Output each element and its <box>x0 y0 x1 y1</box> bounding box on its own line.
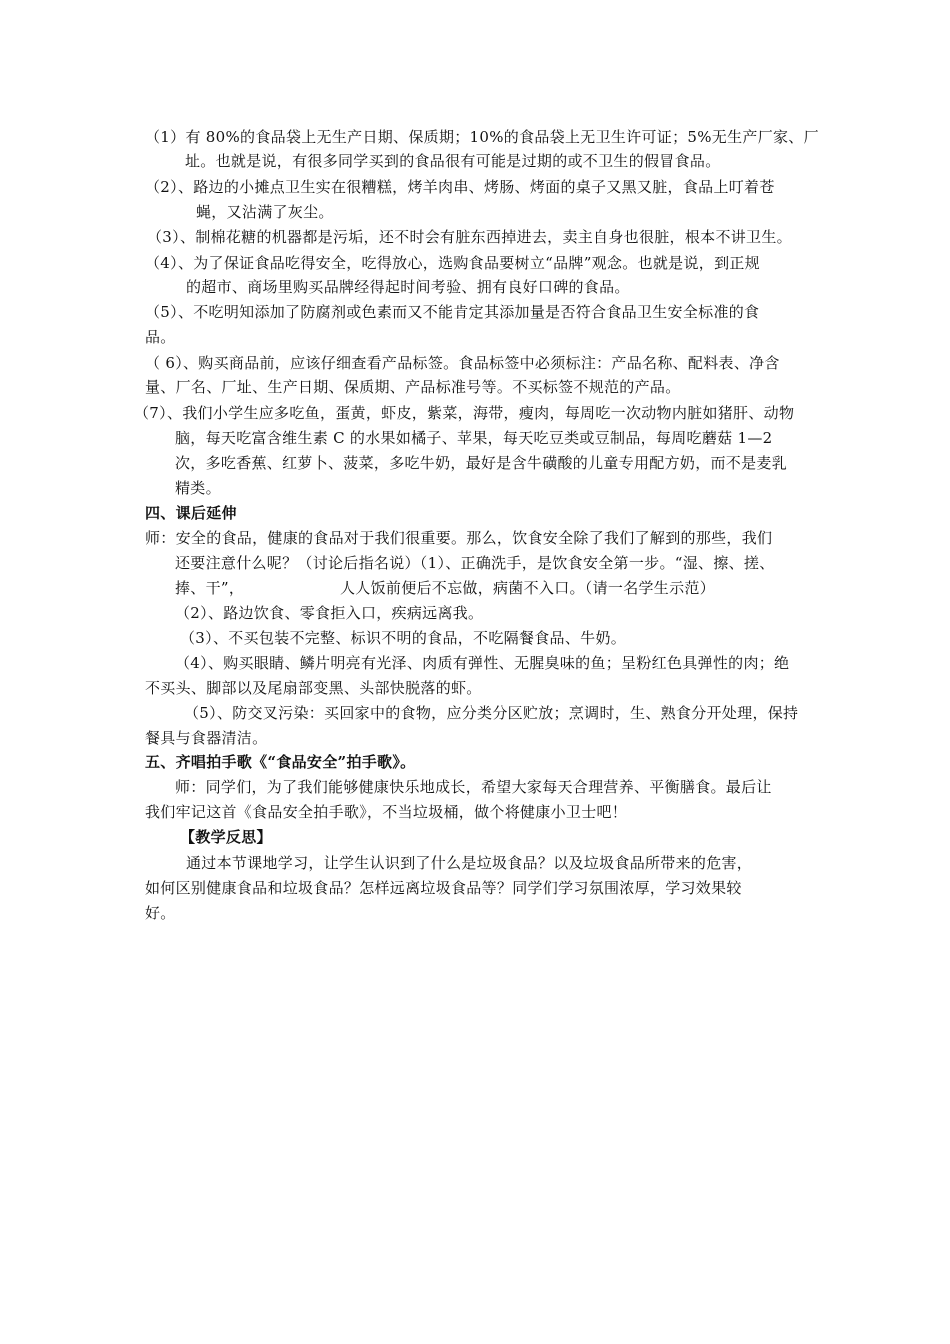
item-5-line-2: 品。 <box>145 328 176 346</box>
section-4-heading: 四、课后延伸 <box>145 504 237 522</box>
item-3-line-1: （3）、制棉花糖的机器都是污垢，还不时会有脏东西掉进去，卖主自身也很脏，根本不讲卫生。 <box>147 228 792 246</box>
section-5-line-2: 我们牢记这首《食品安全拍手歌》，不当垃圾桶，做个将健康小卫士吧！ <box>145 803 628 821</box>
section-4-para-1-line-3b: 人人饭前便后不忘做，病菌不入口。（请一名学生示范） <box>340 579 716 597</box>
item-1-line-2: 址。也就是说，有很多同学买到的食品很有可能是过期的或不卫生的假冒食品。 <box>185 152 721 170</box>
section-4-para-2: （2）、路边饮食、零食拒入口，疾病远离我。 <box>175 604 484 622</box>
item-7-line-1: （7）、我们小学生应多吃鱼，蛋黄，虾皮，紫菜，海带，瘦肉，每周吃一次动物内脏如猪肝、动物 <box>134 404 795 422</box>
section-4-para-5-line-2: 餐具与食器清洁。 <box>145 729 268 747</box>
section-4-para-1-line-2: 还要注意什么呢？（讨论后指名说）（1）、正确洗手，是饮食安全第一步。“湿、擦、搓、 <box>175 554 775 572</box>
item-4-line-2: 的超市、商场里购买品牌经得起时间考验、拥有良好口碑的食品。 <box>186 278 630 296</box>
reflection-line-2: 如何区别健康食品和垃圾食品？怎样远离垃圾食品等？同学们学习氛围浓厚，学习效果较 <box>145 879 742 897</box>
item-6-line-2: 量、厂名、厂址、生产日期、保质期、产品标准号等。不买标签不规范的产品。 <box>145 378 681 396</box>
item-2-line-1: （2）、路边的小摊点卫生实在很糟糕，烤羊肉串、烤肠、烤面的桌子又黑又脏，食品上叮着苍 <box>145 178 775 196</box>
reflection-line-1: 通过本节课地学习，让学生认识到了什么是垃圾食品？以及垃圾食品所带来的危害， <box>186 854 753 872</box>
section-4-para-1-line-3a: 捧、干”， <box>175 579 245 597</box>
item-6-line-1: （ 6）、购买商品前，应该仔细查看产品标签。食品标签中必须标注：产品名称、配料表、净含 <box>145 354 780 372</box>
section-4-para-4-line-2: 不买头、脚部以及尾扇部变黑、头部快脱落的虾。 <box>145 679 482 697</box>
reflection-heading: 【教学反思】 <box>180 828 272 846</box>
section-5-heading: 五、齐唱拍手歌《“食品安全”拍手歌》。 <box>145 753 416 771</box>
item-4-line-1: （4）、为了保证食品吃得安全，吃得放心，选购食品要树立“品牌”观念。也就是说，到正规 <box>145 254 760 272</box>
item-7-line-4: 精类。 <box>175 479 221 497</box>
reflection-line-3: 好。 <box>145 904 176 922</box>
item-1-line-1: （1）有 80%的食品袋上无生产日期、保质期；10%的食品袋上无卫生许可证；5%无生产厂家、厂 <box>145 128 819 146</box>
section-4-para-4-line-1: （4）、购买眼睛、鳞片明亮有光泽、肉质有弹性、无腥臭味的鱼；呈粉红色具弹性的肉；绝 <box>175 654 790 672</box>
section-4-para-3: （3）、不买包装不完整、标识不明的食品，不吃隔餐食品、牛奶。 <box>180 629 627 647</box>
item-7-line-3: 次，多吃香蕉、红萝卜、菠菜，多吃牛奶，最好是含牛磺酸的儿童专用配方奶，而不是麦乳 <box>175 454 788 472</box>
section-5-line-1: 师：同学们，为了我们能够健康快乐地成长，希望大家每天合理营养、平衡膳食。最后让 <box>175 778 772 796</box>
section-4-para-5-line-1: （5）、防交叉污染：买回家中的食物，应分类分区贮放；烹调时，生、熟食分开处理，保持 <box>184 704 799 722</box>
section-4-para-1-line-1: 师：安全的食品，健康的食品对于我们很重要。那么，饮食安全除了我们了解到的那些，我们 <box>145 529 773 547</box>
item-7-line-2: 脑，每天吃富含维生素 C 的水果如橘子、苹果，每天吃豆类或豆制品，每周吃蘑菇 1—2 <box>175 429 773 447</box>
item-5-line-1: （5）、不吃明知添加了防腐剂或色素而又不能肯定其添加量是否符合食品卫生安全标准的食 <box>145 303 760 321</box>
item-2-line-2: 蝇，又沾满了灰尘。 <box>196 203 334 221</box>
